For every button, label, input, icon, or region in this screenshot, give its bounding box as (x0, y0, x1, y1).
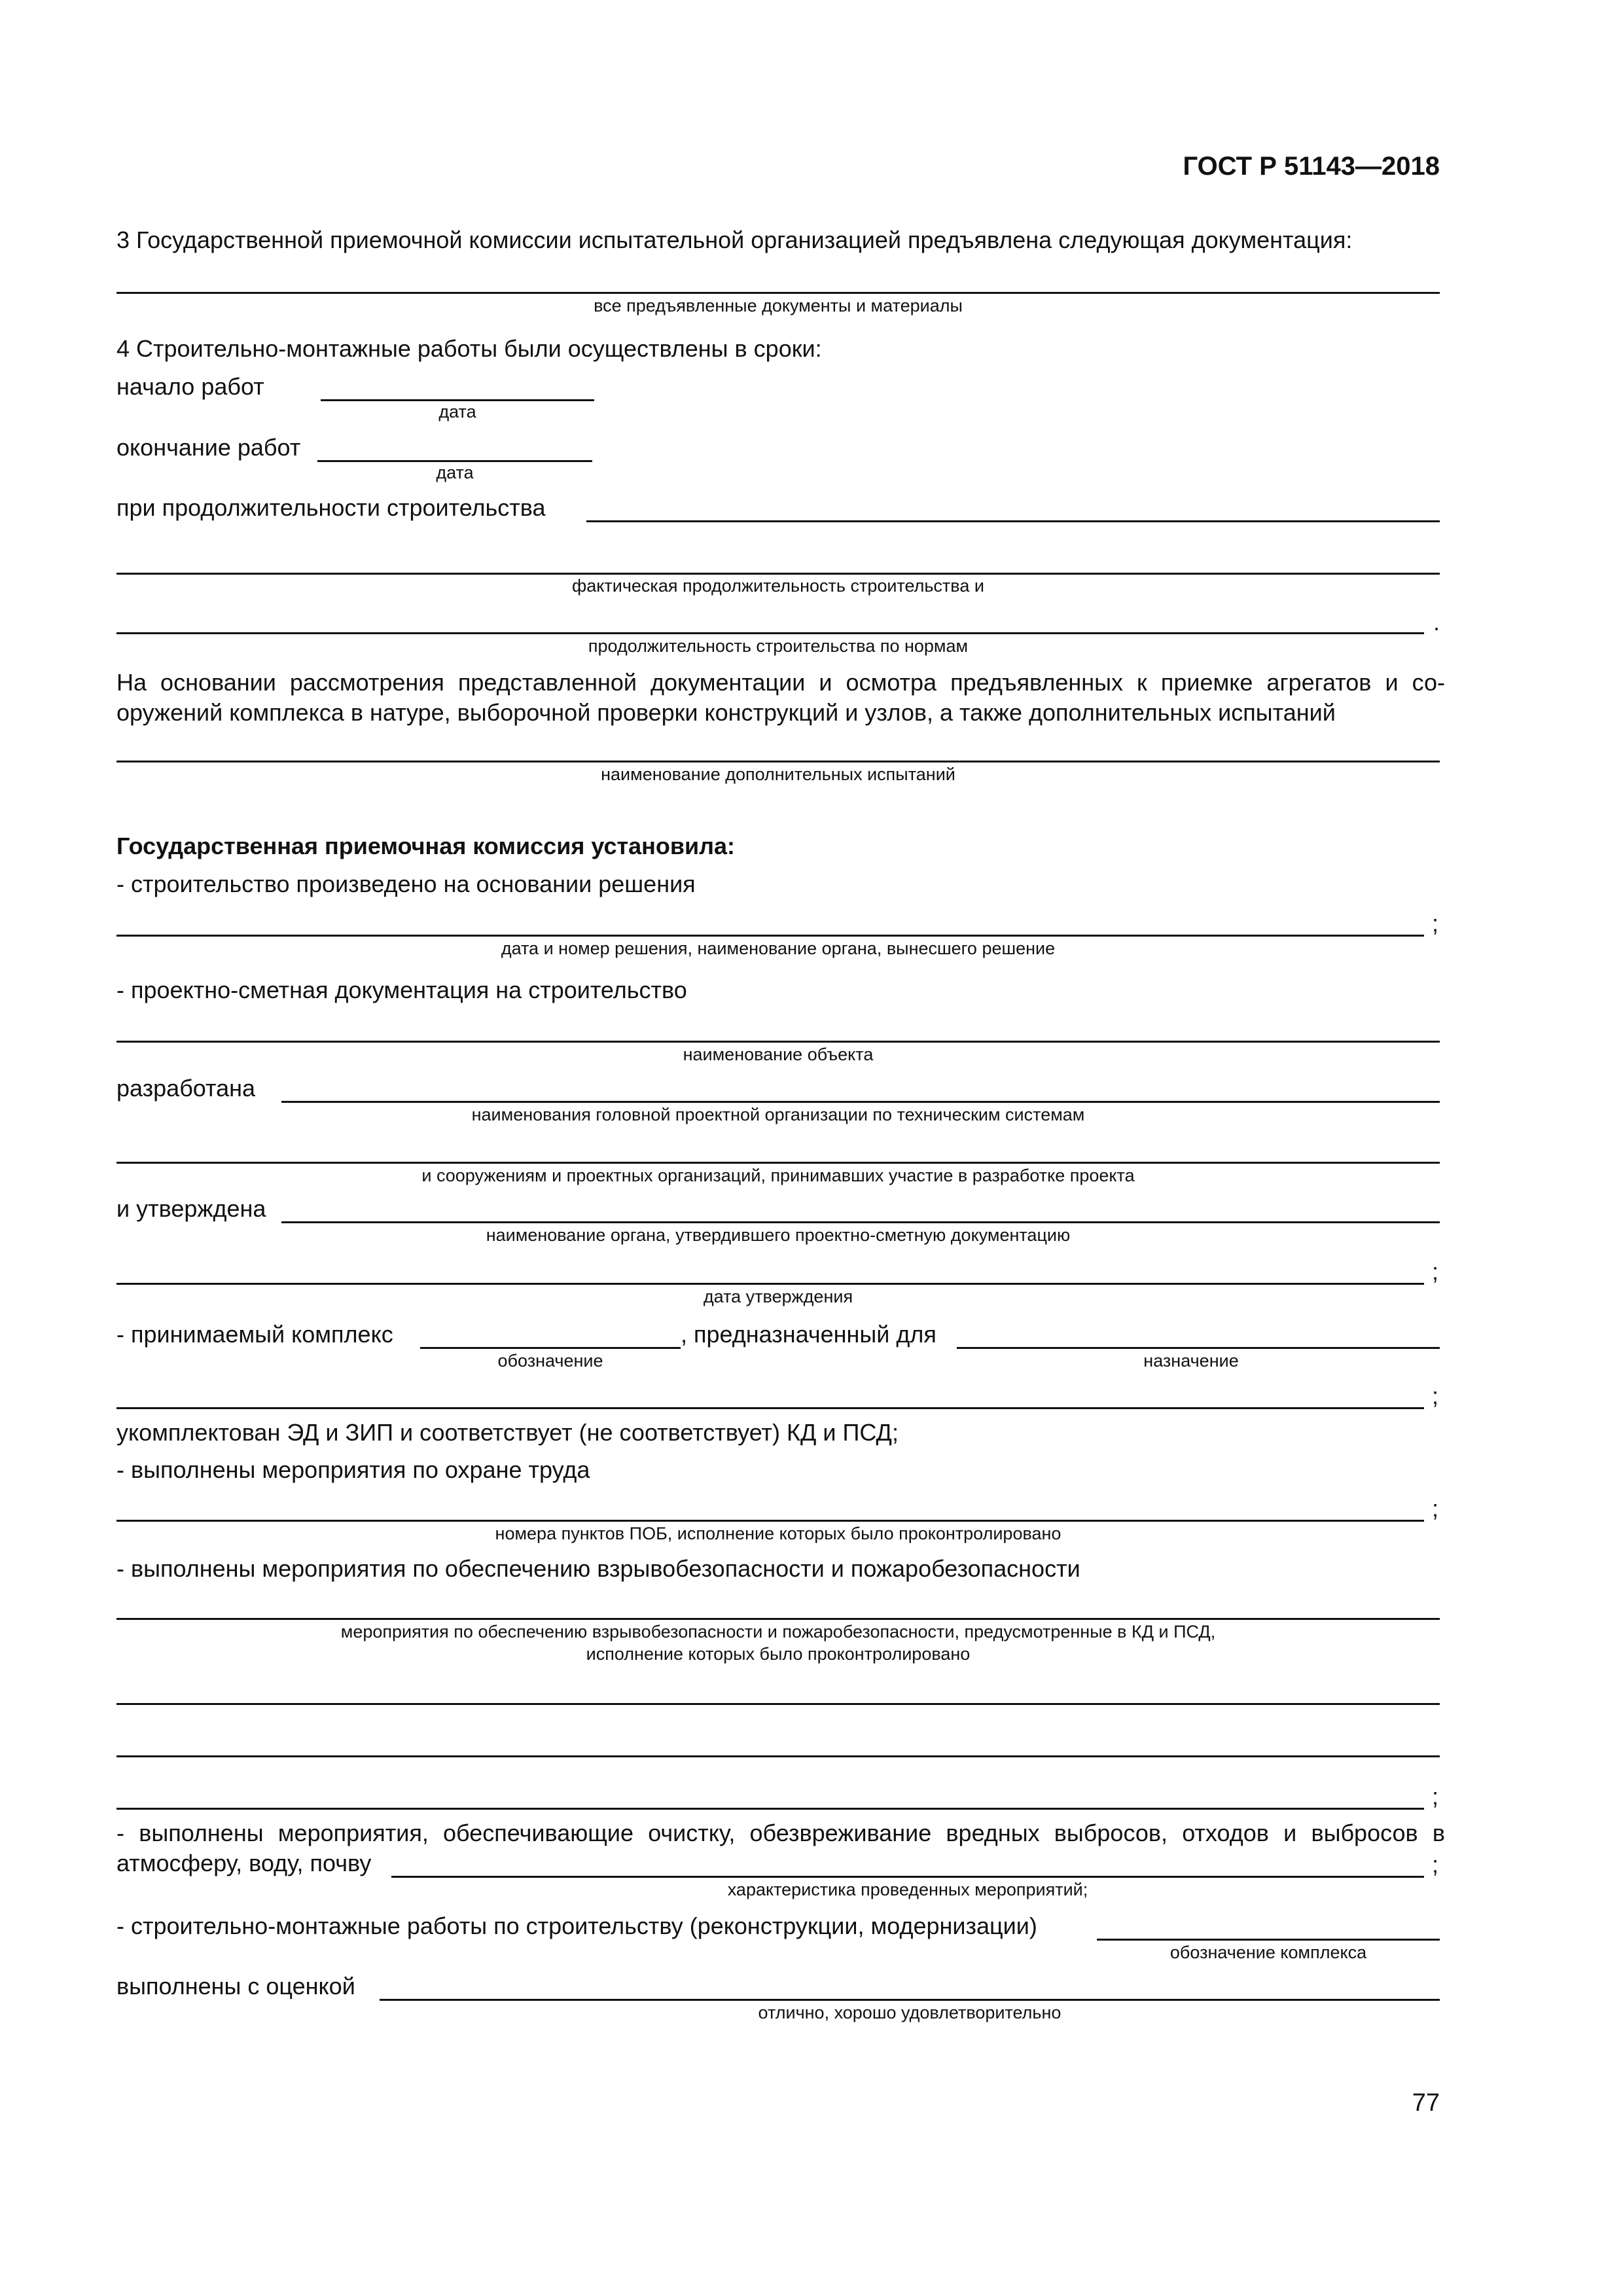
semicolon: ; (1432, 1382, 1439, 1409)
approval-date-caption: дата утверждения (703, 1287, 853, 1306)
measures-caption: характеристика проведенных мероприятий; (727, 1880, 1088, 1899)
intended-for-label: , предназначенный для (681, 1321, 936, 1348)
fire-caption-1: мероприятия по обеспечению взрывобезопасности и пожаробезопасности, предусмотренные в КД и ПСД, (340, 1622, 1216, 1641)
page-number: 77 (1412, 2089, 1440, 2117)
fire-line-1[interactable] (116, 1618, 1440, 1620)
item-design-docs: - проектно-сметная документация на строительство (116, 977, 687, 1003)
item-fire-safety: - выполнены мероприятия по обеспечению взрывобезопасности и пожаробезопасности (116, 1555, 1080, 1582)
fire-caption-2: исполнение которых было проконтролировано (586, 1644, 971, 1664)
item-labor-safety: - выполнены мероприятия по охране труда (116, 1456, 590, 1483)
item-construction-works: - строительно-монтажные работы по строительству (реконструкции, модернизации) (116, 1912, 1037, 1939)
sec3-text: 3 Государственной приемочной комиссии испытательной организацией предъявлена следующая документация: (116, 226, 1353, 253)
purpose-line-2[interactable] (116, 1407, 1424, 1409)
approval-date-line[interactable] (116, 1283, 1424, 1285)
end-label: окончание работ (116, 434, 301, 461)
tests-caption: наименование дополнительных испытаний (601, 764, 955, 784)
semicolon: ; (1432, 1783, 1439, 1810)
measures-line[interactable] (391, 1876, 1424, 1878)
fire-line-2[interactable] (116, 1703, 1440, 1705)
head-org-caption: наименования головной проектной организации по техническим системам (471, 1105, 1085, 1124)
item-emissions-line-1: - выполнены мероприятия, обеспечивающие очистку, обезвреживание вредных выбросов, отходов и выбросов в (116, 1820, 1445, 1846)
start-date-line[interactable] (321, 399, 594, 401)
fire-line-4[interactable] (116, 1808, 1424, 1810)
grade-label: выполнены с оценкой (116, 1973, 355, 2000)
semicolon: ; (1432, 1851, 1439, 1878)
docs-fill-line[interactable] (116, 292, 1440, 294)
sec4-text: 4 Строительно-монтажные работы были осуществлены в сроки: (116, 335, 822, 362)
approver-line[interactable] (281, 1221, 1440, 1223)
fire-line-3[interactable] (116, 1755, 1440, 1757)
end-date-line[interactable] (317, 460, 592, 462)
docs-caption: все предъявленные документы и материалы (594, 296, 963, 315)
designation-line[interactable] (420, 1347, 681, 1349)
basis-line-2: оружений комплекса в натуре, выборочной проверки конструкций и узлов, а также дополнительных испытаний (116, 699, 1336, 726)
orgs-line[interactable] (116, 1162, 1440, 1164)
purpose-caption: назначение (1143, 1351, 1239, 1371)
item-decision: - строительство произведено на основании решения (116, 870, 696, 897)
start-date-caption: дата (438, 402, 476, 422)
duration-label: при продолжительности строительства (116, 494, 546, 521)
norm-duration-caption: продолжительность строительства по нормам (588, 636, 969, 656)
object-line[interactable] (116, 1041, 1440, 1043)
document-code: ГОСТ Р 51143—2018 (1183, 152, 1440, 181)
completeness-text: укомплектован ЭД и ЗИП и соответствует (не соответствует) КД и ПСД; (116, 1419, 899, 1446)
head-org-line[interactable] (281, 1101, 1440, 1103)
semicolon: ; (1432, 1495, 1439, 1522)
decision-line[interactable] (116, 935, 1424, 937)
purpose-line[interactable] (957, 1347, 1440, 1349)
commission-heading: Государственная приемочная комиссия установила: (116, 833, 735, 859)
item-complex: - принимаемый комплекс (116, 1321, 393, 1348)
orgs-caption: и сооружениям и проектных организаций, принимавших участие в разработке проекта (421, 1166, 1135, 1185)
grade-caption: отлично, хорошо удовлетворительно (758, 2003, 1061, 2022)
item-emissions-line-2: атмосферу, воду, почву (116, 1850, 372, 1876)
period: . (1433, 609, 1440, 636)
approver-caption: наименование органа, утвердившего проектно-сметную документацию (486, 1225, 1071, 1245)
designation-caption: обозначение (497, 1351, 603, 1371)
object-caption: наименование объекта (683, 1045, 874, 1064)
actual-duration-caption: фактическая продолжительность строительства и (572, 576, 984, 596)
grade-line[interactable] (380, 1999, 1440, 2001)
approved-label: и утверждена (116, 1195, 266, 1222)
tests-line[interactable] (116, 761, 1440, 762)
actual-duration-line[interactable] (116, 573, 1440, 575)
pob-caption: номера пунктов ПОБ, исполнение которых было проконтролировано (495, 1524, 1061, 1543)
start-label: начало работ (116, 373, 264, 400)
pob-line[interactable] (116, 1520, 1424, 1522)
decision-caption: дата и номер решения, наименование органа, вынесшего решение (501, 939, 1056, 958)
complex-caption: обозначение комплекса (1169, 1943, 1367, 1962)
complex-line[interactable] (1097, 1939, 1440, 1941)
semicolon: ; (1432, 1258, 1439, 1285)
norm-duration-line[interactable] (116, 632, 1424, 634)
duration-line[interactable] (586, 520, 1440, 522)
end-date-caption: дата (436, 463, 474, 482)
semicolon: ; (1432, 910, 1439, 937)
developed-label: разработана (116, 1075, 256, 1102)
basis-line-1: На основании рассмотрения представленной документации и осмотра предъявленных к приемке агрегатов и со- (116, 669, 1445, 696)
